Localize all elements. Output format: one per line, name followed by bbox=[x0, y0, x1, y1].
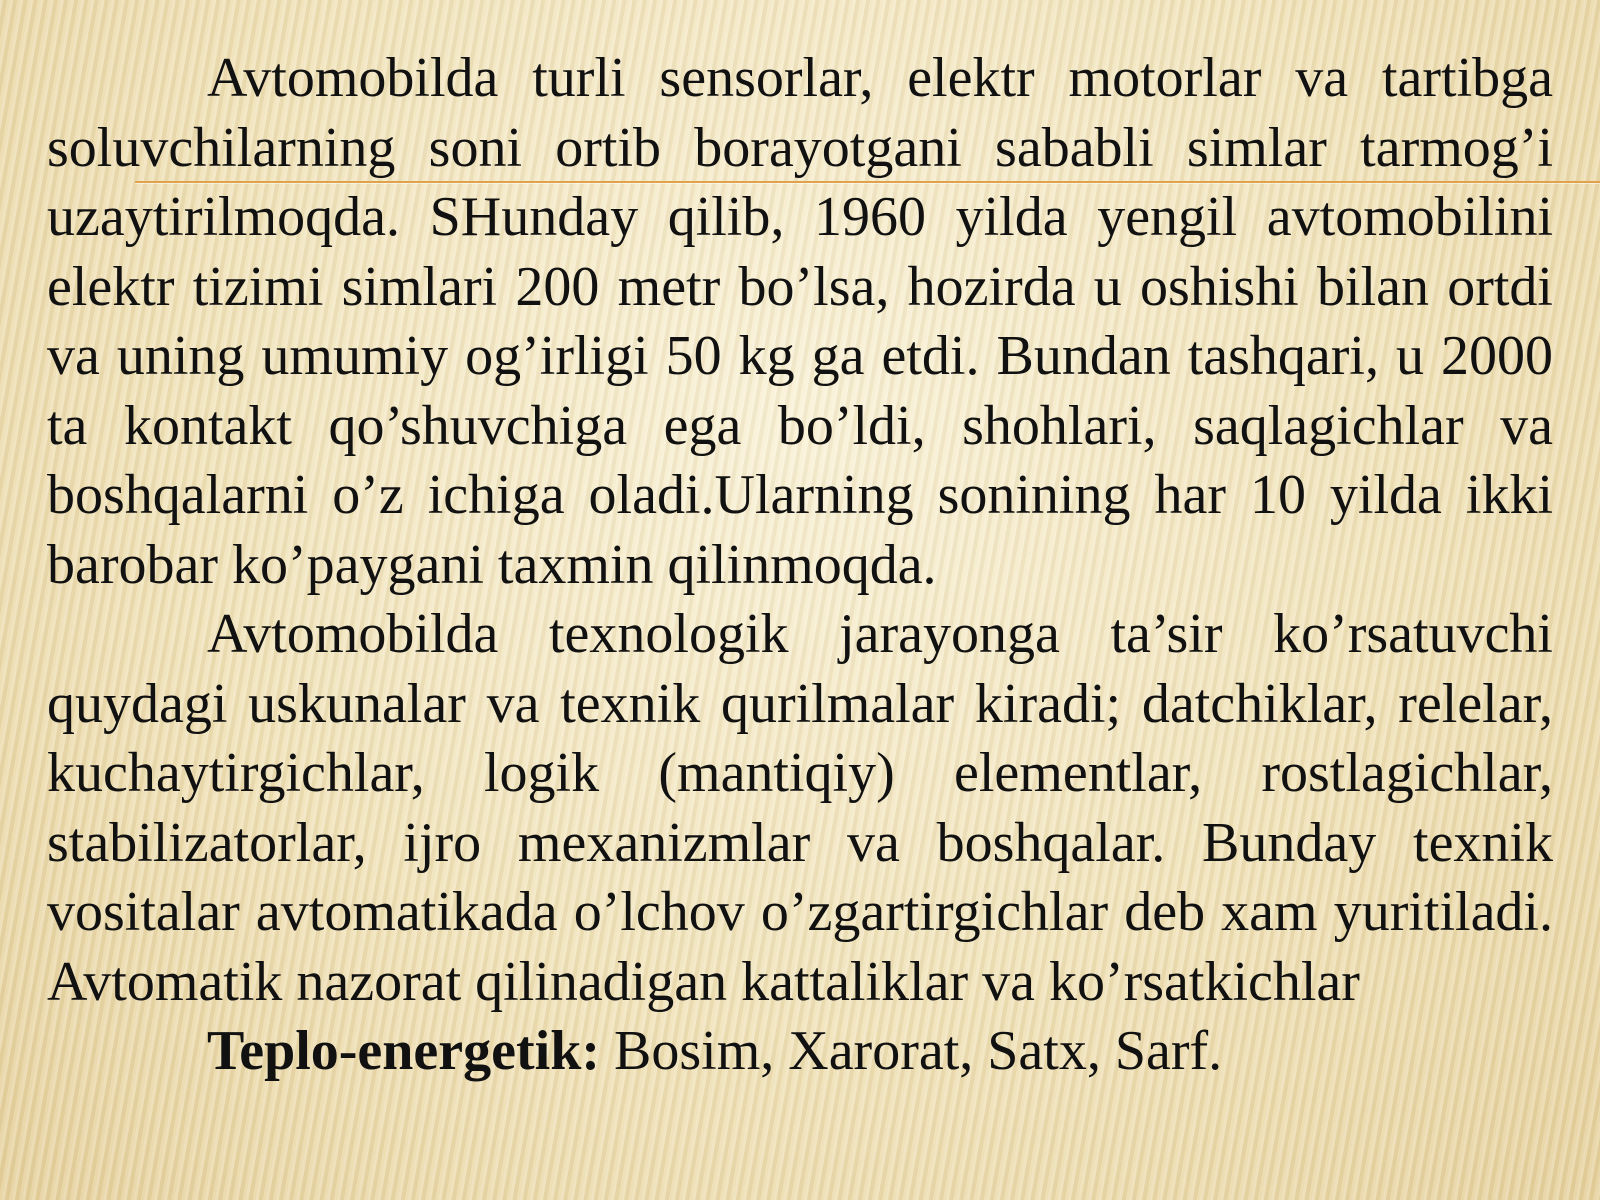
slide-body-text bbox=[47, 44, 1553, 1087]
paragraph-technical-devices: Avtomobilda texnologik jarayonga ta’sir ko’rsatuvchi quydagi uskunalar va texnik qurilmalar kiradi; datchiklar, relelar, kuchaytirgichlar, logik (mantiqiy) elementlar, rostlagichlar, stabilizatorlar, ijro mexanizmlar va boshqalar. Bunday texnik vositalar avtomatikada o’lchov o’zgartirgichlar deb xam yuritiladi. Avtomatik nazorat qilinadigan kattaliklar va ko’rsatkichlar bbox=[47, 603, 1553, 1013]
teplo-energetik-values: Bosim, Xarorat, Satx, Sarf. bbox=[599, 1020, 1223, 1082]
paragraph-teplo-energetik bbox=[47, 1017, 1553, 1087]
paragraph-sensors-wiring: Avtomobilda turli sensorlar, elektr motorlar va tartibga soluvchilarning soni ortib borayotgani sababli simlar tarmog’i uzaytirilmoqda. SHunday qilib, 1960 yilda yengil avtomobilini elektr tizimi simlari 200 metr bo’lsa, hozirda u oshishi bilan ortdi va uning umumiy og’irligi 50 kg ga etdi. Bundan tashqari, u 2000 ta kontakt qo’shuvchiga ega bo’ldi, shohlari, saqlagichlar va boshqalarni o’z ichiga oladi.Ularning sonining har 10 yilda ikki barobar ko’paygani taxmin qilinmoqda. bbox=[47, 47, 1553, 596]
teplo-energetik-label: Teplo-energetik: bbox=[207, 1020, 600, 1082]
